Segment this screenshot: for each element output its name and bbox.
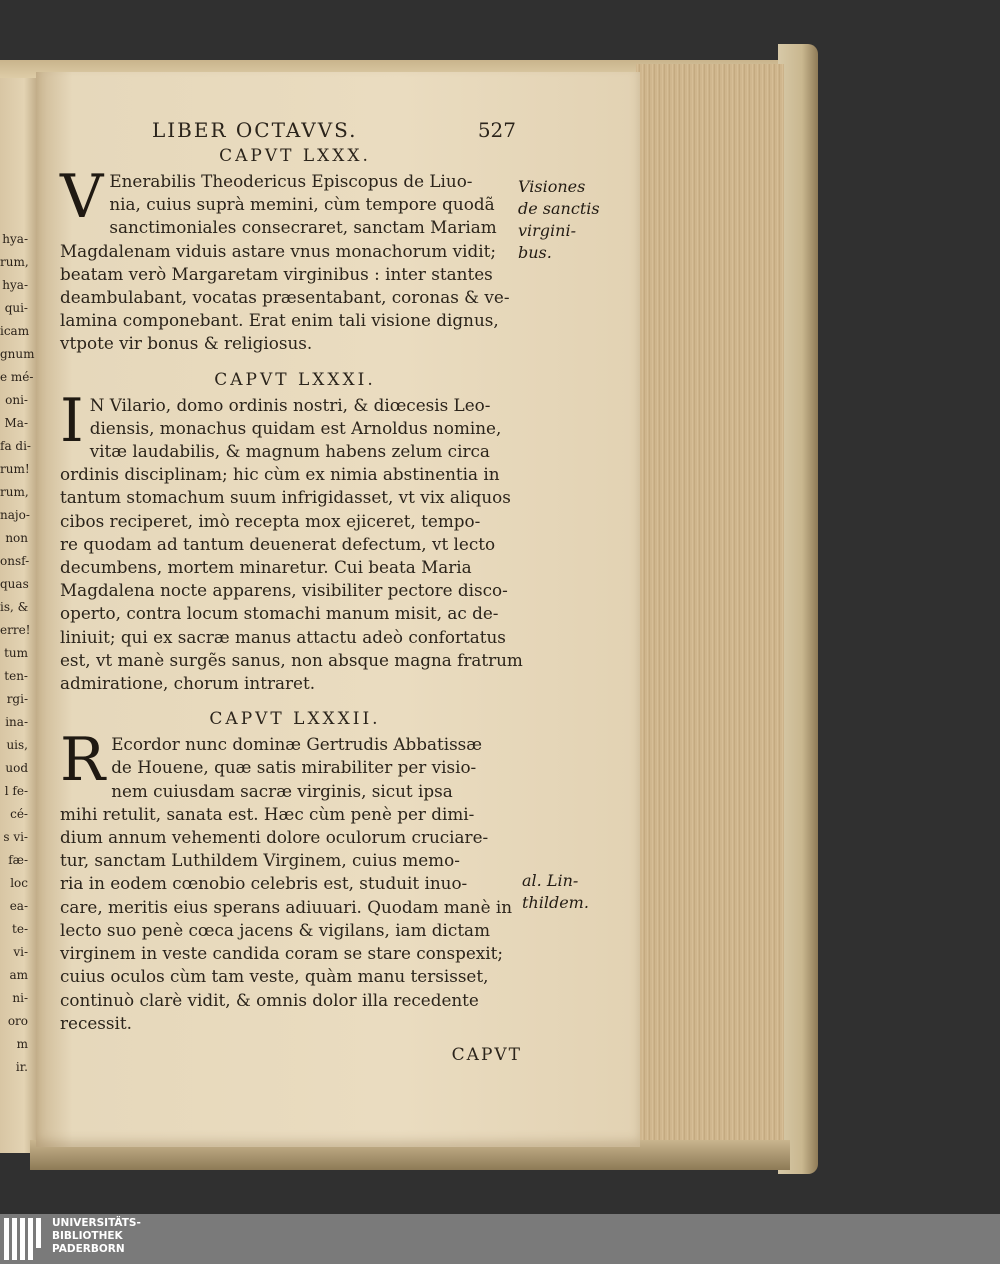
left-page-fragment: hya- — [2, 232, 28, 246]
marginal-note — [522, 870, 589, 914]
text-line: tantum stomachum suum infrigidasset, vt vix aliquos — [60, 487, 511, 508]
drop-capital: I — [60, 385, 84, 456]
chapter-heading: CAPVT LXXXII. — [209, 709, 381, 730]
left-page-fragment: te- — [12, 922, 28, 936]
marginal-note-line: virgini- — [518, 221, 576, 240]
text-line: cibos reciperet, imò recepta mox ejiceret, tempo- — [60, 510, 481, 531]
book-cover-right — [778, 44, 818, 1174]
chapter-lines — [60, 385, 530, 696]
left-page-fragment: rum! — [0, 462, 30, 476]
left-page-fragment: rgi- — [6, 692, 28, 706]
text-line: est, vt manè surgẽs sanus, non absque magna fratrum — [60, 649, 523, 670]
library-name-line: PADERBORN — [52, 1243, 125, 1255]
footer-bar — [0, 1214, 1000, 1264]
chapter-heading: CAPVT LXXXI. — [214, 369, 376, 390]
text-line: nem cuiusdam sacræ virginis, sicut ipsa — [111, 780, 453, 801]
text-line: Magdalenam viduis astare vnus monachorum vidit; — [60, 240, 497, 261]
left-page-fragment: Ma- — [4, 416, 28, 430]
left-page-fragment: hya- — [2, 278, 28, 292]
text-line: tur, sanctam Luthildem Virginem, cuius memo- — [60, 850, 460, 871]
text-line: lecto suo penè cœca jacens & vigilans, iam dictam — [60, 919, 490, 940]
marginal-note-line: bus. — [518, 243, 552, 262]
chapter-text — [60, 385, 530, 696]
left-page-fragment: onsf- — [0, 554, 30, 568]
text-line: recessit. — [60, 1012, 132, 1033]
text-line: care, meritis eius sperans adiuuari. Quodam manè in — [60, 896, 513, 917]
text-line: virginem in veste candida coram se stare conspexit; — [60, 943, 504, 964]
left-page-fragment: oro — [7, 1014, 28, 1028]
left-page-fragment: najo- — [0, 508, 30, 522]
text-line: nia, cuius suprà memini, cùm tempore quodã — [109, 194, 495, 215]
left-page-fragment: ten- — [4, 669, 28, 683]
left-page-fragment: gnum — [0, 347, 35, 361]
left-page-fragment: ea- — [9, 899, 28, 913]
left-page-fragment: ni- — [12, 991, 28, 1005]
text-line: vitæ laudabilis, & magnum habens zelum circa — [89, 441, 490, 462]
text-line: Enerabilis Theodericus Episcopus de Liuo- — [109, 171, 473, 191]
left-page-fragment: e mé- — [0, 370, 34, 384]
running-title: LIBER OCTAVVS. — [152, 118, 358, 142]
chapter-82 — [60, 709, 530, 1035]
running-head — [60, 118, 530, 142]
text-line: lamina componebant. Erat enim tali visione dignus, — [60, 310, 499, 331]
page-block-edge — [636, 64, 784, 1146]
text-line: continuò clarè vidit, & omnis dolor illa recedente — [60, 989, 479, 1010]
marginal-note-line: thildem. — [522, 893, 589, 912]
left-page-fragment: uod — [5, 761, 28, 775]
chapter-lines — [60, 162, 530, 356]
text-line: ria in eodem cœnobio celebris est, studuit inuo- — [60, 873, 468, 894]
text-line: cuius oculos cùm tam veste, quàm manu tersisset, — [60, 966, 489, 987]
left-page-fragment: quas — [0, 577, 29, 591]
left-page-fragment: s vi- — [3, 830, 28, 844]
left-page-fragment: l fe- — [4, 784, 28, 798]
left-page-fragment: qui- — [4, 301, 28, 315]
text-line: ordinis disciplinam; hic cùm ex nimia abstinentia in — [60, 464, 500, 485]
text-line: mihi retulit, sanata est. Hæc cùm penè per dimi- — [60, 803, 475, 824]
left-page-fragment: uis, — [6, 738, 28, 752]
marginal-note-line: Visiones — [518, 177, 586, 196]
catchword: CAPVT — [451, 1044, 522, 1065]
text-line: sanctimoniales consecraret, sanctam Mariam — [109, 217, 497, 238]
text-line: diensis, monachus quidam est Arnoldus nomine, — [89, 417, 502, 438]
text-line: re quodam ad tantum deuenerat defectum, vt lecto — [60, 533, 496, 554]
library-logo-icon — [4, 1218, 48, 1260]
chapter-heading: CAPVT LXXX. — [219, 146, 371, 166]
left-page-fragment: non — [5, 531, 28, 545]
marginal-note-line: al. Lin- — [522, 871, 579, 890]
text-line: decumbens, mortem minaretur. Cui beata Maria — [60, 557, 472, 578]
chapter-text — [60, 725, 530, 1035]
chapter-text — [60, 162, 530, 356]
text-line: deambulabant, vocatas præsentabant, coronas & ve- — [60, 287, 510, 308]
left-page-fragment: cé- — [10, 807, 28, 821]
left-page-fragment: ina- — [5, 715, 28, 729]
text-line: Ecordor nunc dominæ Gertrudis Abbatissæ — [111, 734, 483, 755]
marginal-note — [518, 176, 600, 264]
drop-capital: R — [60, 725, 106, 796]
text-line: admiratione, chorum intraret. — [60, 673, 316, 694]
left-page-fragment: tum — [4, 646, 28, 660]
left-page-fragment: is, & — [0, 600, 29, 614]
left-page-fragment: rum, — [0, 255, 29, 269]
library-name-line: UNIVERSITÄTS- — [52, 1217, 141, 1229]
chapter-lines — [60, 725, 530, 1035]
left-page-fragment: icam — [0, 324, 30, 338]
left-page-fragment: am — [9, 968, 28, 982]
left-page-fragment: loc — [10, 876, 28, 890]
marginal-note-line: de sanctis — [518, 199, 600, 218]
left-page-fragment: vi- — [13, 945, 28, 959]
text-line: vtpote vir bonus & religiosus. — [60, 333, 313, 354]
chapter-80 — [60, 146, 530, 356]
drop-capital: V — [60, 162, 104, 232]
text-line: dium annum vehementi dolore oculorum cruciare- — [60, 827, 489, 848]
left-page-fragment: ir. — [15, 1060, 28, 1074]
chapter-81 — [60, 370, 530, 696]
text-line: de Houene, quæ satis mirabiliter per visio- — [111, 757, 477, 778]
text-line: beatam verò Margaretam virginibus : inter stantes — [60, 263, 493, 284]
left-page-fragment: fæ- — [8, 853, 28, 867]
left-page-fragment: erre! — [0, 623, 31, 637]
left-page-fragment: rum, — [0, 485, 29, 499]
text-line: N Vilario, domo ordinis nostri, & diœcesis Leo- — [89, 394, 491, 415]
left-page-fragment: m — [16, 1037, 28, 1051]
left-page-fragment: fa di- — [0, 439, 31, 453]
text-block — [60, 118, 530, 1065]
text-line: liniuit; qui ex sacræ manus attactu adeò confortatus — [60, 626, 506, 647]
library-name — [52, 1217, 141, 1256]
left-page-edge — [0, 78, 40, 1153]
text-line: operto, contra locum stomachi manum misit, ac de- — [60, 603, 499, 624]
text-line: Magdalena nocte apparens, visibiliter pectore disco- — [60, 580, 508, 601]
left-page-fragment: oni- — [5, 393, 28, 407]
left-page-fragments — [0, 228, 35, 1079]
page-number: 527 — [477, 118, 516, 142]
library-name-line: BIBLIOTHEK — [52, 1230, 123, 1242]
